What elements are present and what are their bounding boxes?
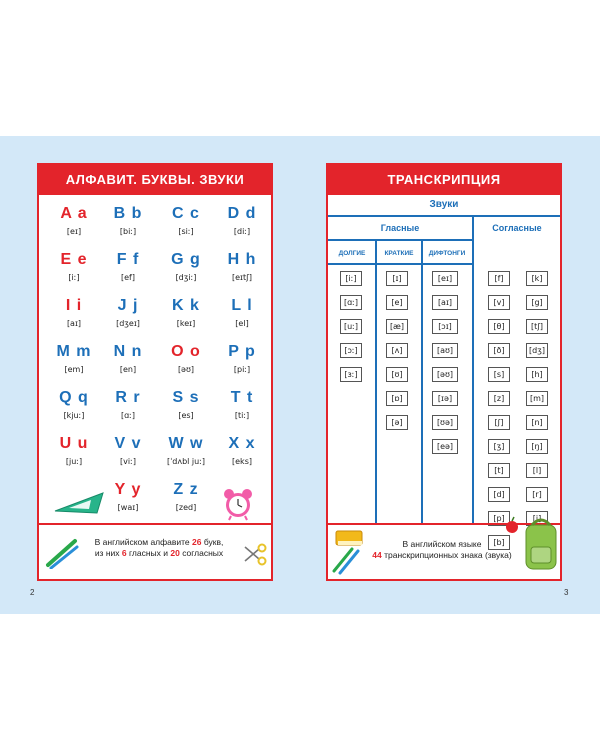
table-divider — [328, 263, 472, 265]
transcription-card — [326, 163, 562, 581]
consonant-symbol: [θ] — [488, 319, 510, 334]
letter-transcription: [kjuː] — [63, 411, 85, 420]
letter-cell — [45, 251, 103, 282]
letter: F f — [116, 251, 140, 268]
letter-transcription: [dʒeɪ] — [116, 319, 140, 328]
letter: J j — [117, 297, 139, 314]
diphthong-symbol: [ɔɪ] — [432, 319, 458, 334]
letter: L l — [231, 297, 253, 314]
letter-cell — [157, 297, 215, 328]
consonant-symbol: [ð] — [488, 343, 510, 358]
letter: I i — [65, 297, 83, 314]
letter-cell — [99, 343, 157, 374]
letter-transcription: [es] — [178, 411, 194, 420]
table-divider — [328, 239, 472, 241]
letter-cell — [157, 435, 215, 466]
diphthong-symbol: [ʊə] — [432, 415, 458, 430]
letter-transcription: [eɪtʃ] — [232, 273, 252, 282]
scissors-icon — [243, 543, 267, 567]
letter: M m — [56, 343, 92, 360]
letter-transcription: [əʊ] — [177, 365, 195, 374]
letter: W w — [168, 435, 204, 452]
letter-transcription: [eks] — [232, 457, 252, 466]
letter-cell — [99, 205, 157, 236]
transcription-title: ТРАНСКРИПЦИЯ — [328, 165, 560, 195]
short-vowels-header: КРАТКИЕ — [384, 250, 414, 257]
consonant-symbol: [ŋ] — [526, 439, 548, 454]
consonants-header: Согласные — [492, 223, 542, 233]
letter-transcription: [dʒiː] — [175, 273, 197, 282]
letter-transcription: [iː] — [68, 273, 80, 282]
short-vowel-symbol: [ɪ] — [386, 271, 408, 286]
letter-transcription: [el] — [235, 319, 249, 328]
letter-transcription: [zed] — [175, 503, 197, 512]
letter-transcription: [juː] — [65, 457, 83, 466]
short-vowel-symbol: [ɒ] — [386, 391, 408, 406]
letter-cell — [99, 297, 157, 328]
letter-cell — [213, 435, 271, 466]
letter: R r — [115, 389, 141, 406]
letter-transcription: [biː] — [119, 227, 137, 236]
books-pencils-icon — [330, 529, 366, 575]
letter-transcription: [waɪ] — [117, 503, 139, 512]
consonant-symbol: [r] — [526, 487, 548, 502]
letter: V v — [114, 435, 142, 452]
letter-cell — [45, 205, 103, 236]
letter-cell — [45, 389, 103, 420]
consonants-count: 20 — [170, 548, 180, 558]
letter-transcription: [siː] — [178, 227, 194, 236]
letter-transcription: [eɪ] — [66, 227, 82, 236]
letter: S s — [172, 389, 200, 406]
consonant-symbol: [p] — [488, 511, 510, 526]
sounds-header: Звуки — [429, 199, 459, 210]
consonant-symbol: [s] — [488, 367, 510, 382]
letter-transcription: [diː] — [233, 227, 251, 236]
letter-transcription: [em] — [64, 365, 84, 374]
short-vowel-symbol: [ʌ] — [386, 343, 408, 358]
letter: Q q — [59, 389, 89, 406]
letter: B b — [113, 205, 143, 222]
letter-cell — [45, 297, 103, 328]
letter-cell — [45, 343, 103, 374]
consonant-symbol: [n] — [526, 415, 548, 430]
letter: A a — [60, 205, 88, 222]
letter-cell — [157, 389, 215, 420]
table-divider — [472, 215, 474, 525]
letter-cell — [213, 389, 271, 420]
table-divider — [421, 239, 423, 525]
letter: G g — [171, 251, 201, 268]
letter: N n — [113, 343, 143, 360]
letter: T t — [230, 389, 254, 406]
letter-transcription: [piː] — [233, 365, 251, 374]
letter-transcription: [viː] — [120, 457, 136, 466]
sounds-count: 44 — [372, 550, 382, 560]
letter: C c — [172, 205, 200, 222]
letter-cell — [157, 251, 215, 282]
alphabet-title: АЛФАВИТ. БУКВЫ. ЗВУКИ — [39, 165, 271, 195]
letter: X x — [228, 435, 256, 452]
letter: O o — [171, 343, 201, 360]
short-vowel-symbol: [æ] — [386, 319, 408, 334]
long-vowel-symbol: [ɔː] — [340, 343, 362, 358]
table-divider — [328, 215, 560, 217]
letter: D d — [227, 205, 257, 222]
diphthong-symbol: [aʊ] — [432, 343, 458, 358]
long-vowel-symbol: [iː] — [340, 271, 362, 286]
letter-cell — [157, 481, 215, 512]
triangle-ruler-icon — [53, 489, 105, 515]
letter-transcription: [ef] — [121, 273, 135, 282]
consonant-symbol: [k] — [526, 271, 548, 286]
letter-cell — [99, 481, 157, 512]
diphthong-symbol: [eɪ] — [432, 271, 458, 286]
letter-transcription: [en] — [119, 365, 137, 374]
vowels-count: 6 — [121, 548, 127, 558]
consonant-symbol: [v] — [488, 295, 510, 310]
transcription-footer — [328, 523, 560, 579]
letter-cell — [157, 205, 215, 236]
alphabet-footer-text: В английском алфавите 26 букв, из них 6 гласных и 20 согласных — [94, 537, 224, 558]
alphabet-footer — [39, 523, 271, 579]
letter-cell — [157, 343, 215, 374]
consonant-symbol: [h] — [526, 367, 548, 382]
letter-cell — [213, 251, 271, 282]
alphabet-card — [37, 163, 273, 581]
vowels-header: Гласные — [380, 223, 420, 233]
page-number-right: 3 — [564, 588, 569, 597]
letter-cell — [99, 251, 157, 282]
letter-cell — [45, 435, 103, 466]
letter-transcription: [tiː] — [234, 411, 250, 420]
consonant-symbol: [d] — [488, 487, 510, 502]
letter-cell — [213, 297, 271, 328]
backpack-apple-icon — [498, 513, 560, 575]
letter-cell — [213, 205, 271, 236]
page-number-left: 2 — [30, 588, 35, 597]
consonant-symbol: [l] — [526, 463, 548, 478]
diphthong-symbol: [eə] — [432, 439, 458, 454]
letter-cell — [213, 343, 271, 374]
letter: Y y — [114, 481, 142, 498]
letter-cell — [99, 435, 157, 466]
consonant-symbol: [g] — [526, 295, 548, 310]
letter: K k — [172, 297, 200, 314]
consonant-symbol: [dʒ] — [526, 343, 548, 358]
long-vowel-symbol: [ɑː] — [340, 295, 362, 310]
consonant-symbol: [z] — [488, 391, 510, 406]
letter-transcription: [aɪ] — [66, 319, 82, 328]
diphthong-symbol: [əʊ] — [432, 367, 458, 382]
consonant-symbol: [m] — [526, 391, 548, 406]
consonant-symbol: [f] — [488, 271, 510, 286]
short-vowel-symbol: [ʊ] — [386, 367, 408, 382]
letter-transcription: [keɪ] — [176, 319, 196, 328]
letter-cell — [99, 389, 157, 420]
diphthong-symbol: [aɪ] — [432, 295, 458, 310]
pencils-icon — [45, 535, 79, 569]
consonant-symbol: [tʃ] — [526, 319, 548, 334]
letters-count: 26 — [192, 537, 202, 547]
diphthongs-header: ДИФТОНГИ — [428, 250, 466, 257]
long-vowel-symbol: [uː] — [340, 319, 362, 334]
transcription-footer-text: В английском языке 44 транскрипционных знака (звука) — [372, 539, 512, 560]
table-divider — [375, 239, 377, 525]
consonant-symbol: [j] — [526, 511, 548, 526]
letter-transcription: [ˈdʌbl juː] — [166, 457, 206, 466]
consonant-symbol: [t] — [488, 463, 510, 478]
letter: P p — [228, 343, 256, 360]
letter-transcription: [ɑː] — [120, 411, 135, 420]
letter: Z z — [173, 481, 199, 498]
short-vowel-symbol: [e] — [386, 295, 408, 310]
letter: E e — [60, 251, 88, 268]
alarm-clock-icon — [221, 487, 255, 521]
short-vowel-symbol: [ə] — [386, 415, 408, 430]
consonant-symbol: [ʒ] — [488, 439, 510, 454]
consonant-symbol: [ʃ] — [488, 415, 510, 430]
letter: H h — [227, 251, 257, 268]
consonant-symbol: [b] — [488, 535, 510, 550]
long-vowel-symbol: [ɜː] — [340, 367, 362, 382]
letter: U u — [59, 435, 89, 452]
long-vowels-header: ДОЛГИЕ — [338, 250, 366, 257]
diphthong-symbol: [ɪə] — [432, 391, 458, 406]
